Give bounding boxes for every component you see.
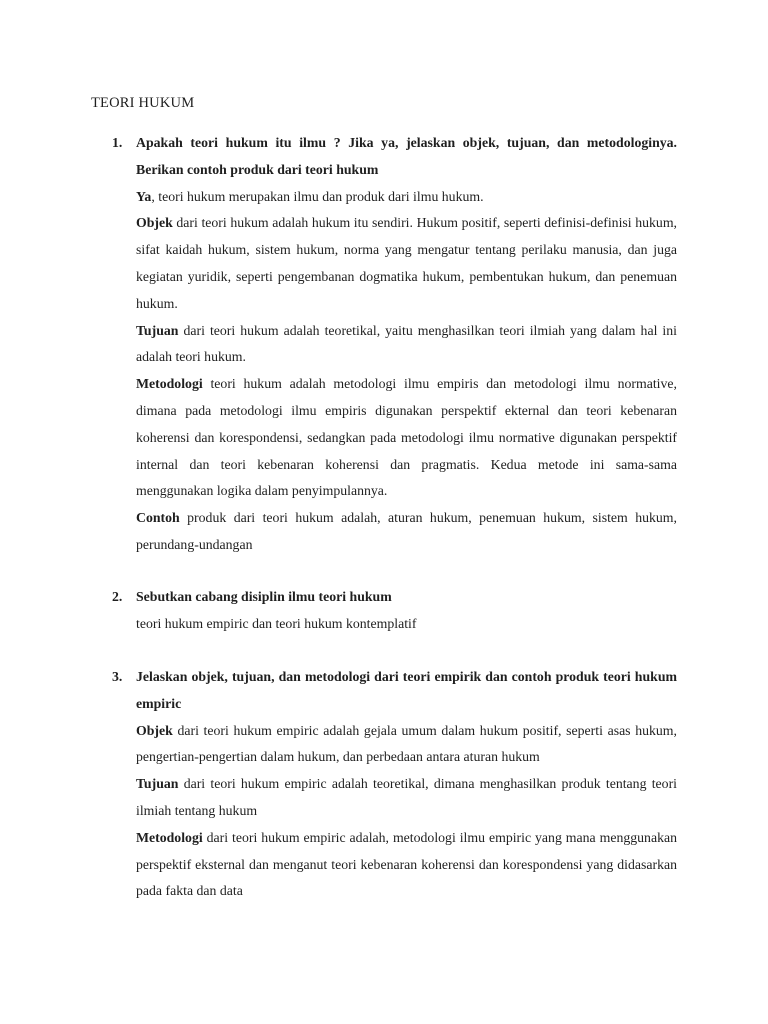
question-number: 2. xyxy=(112,589,123,604)
question-number: 3. xyxy=(112,669,123,684)
answer-text: dari teori hukum adalah teoretikal, yaitu menghasilkan teori ilmiah yang dalam hal ini adalah teori hukum. xyxy=(136,322,677,365)
question-1 xyxy=(112,130,677,559)
answer-text: produk dari teori hukum adalah, aturan hukum, penemuan hukum, sistem hukum, perundang-undangan xyxy=(136,510,677,552)
answer-paragraph xyxy=(136,371,677,505)
answer-text: dari teori hukum empiric adalah teoretikal, dimana menghasilkan produk tentang teori ilmiah tentang hukum xyxy=(136,776,677,818)
answer-text: dari teori hukum empiric adalah, metodologi ilmu empiric yang mana menggunakan perspektif eksternal dan menganut teori kebenaran koherensi dan korespondensi yang didasarkan pada fakta dan data xyxy=(136,829,677,899)
question-text: Jelaskan objek, tujuan, dan metodologi dari teori empirik dan contoh produk teori hukum empiric xyxy=(136,669,677,711)
question-number: 1. xyxy=(112,135,123,150)
answer-keyword: Tujuan xyxy=(136,322,179,338)
answer-text: dari teori hukum empiric adalah gejala umum dalam hukum positif, seperti asas hukum, pengertian-pengertian dalam hukum, dan perbedaan antara aturan hukum xyxy=(136,722,677,765)
answer-keyword: Metodologi xyxy=(136,829,203,845)
question-text: Sebutkan cabang disiplin ilmu teori hukum xyxy=(136,589,392,604)
answer-text: dari teori hukum adalah hukum itu sendiri. Hukum positif, seperti definisi-definisi hukum, sifat kaidah hukum, sistem hukum, norma yang mengatur tentang perilaku manusia, dan juga kegiatan yuridik, seperti pengembanan dogmatika hukum, pembentukan hukum, dan penemuan hukum. xyxy=(136,215,677,311)
document-title: TEORI HUKUM xyxy=(91,95,195,111)
answer-paragraph xyxy=(136,771,677,825)
answer-paragraph xyxy=(136,318,677,372)
question-2 xyxy=(112,584,677,638)
answer-keyword: Metodologi xyxy=(136,376,203,392)
answer-keyword: Contoh xyxy=(136,510,180,526)
answer-keyword: Objek xyxy=(136,722,173,738)
answer-keyword: Ya xyxy=(136,188,152,204)
answer-paragraph xyxy=(136,210,677,317)
answer-text: , teori hukum merupakan ilmu dan produk dari ilmu hukum. xyxy=(151,188,484,204)
answer-keyword: Objek xyxy=(136,215,173,231)
answer-text: teori hukum empiric dan teori hukum kontemplatif xyxy=(136,615,417,631)
question-text: Apakah teori hukum itu ilmu ? Jika ya, jelaskan objek, tujuan, dan metodologinya. Berikan contoh produk dari teori hukum xyxy=(136,135,677,177)
answer-paragraph xyxy=(136,611,677,638)
answer-paragraph xyxy=(136,184,677,211)
answer-paragraph xyxy=(136,718,677,772)
answer-keyword: Tujuan xyxy=(136,776,179,792)
answer-paragraph xyxy=(136,825,677,905)
answer-paragraph xyxy=(136,505,677,559)
question-3 xyxy=(112,664,677,905)
answer-text: teori hukum adalah metodologi ilmu empiris dan metodologi ilmu normative, dimana pada metodologi ilmu empiris digunakan perspektif ekternal dan teori kebenaran koherensi dan korespondensi, sedangkan pada metodologi ilmu normative digunakan perspektif internal dan teori kebenaran koherensi dan pragmatis. Kedua metode ini sama-sama menggunakan logika dalam penyimpulannya. xyxy=(136,376,677,499)
